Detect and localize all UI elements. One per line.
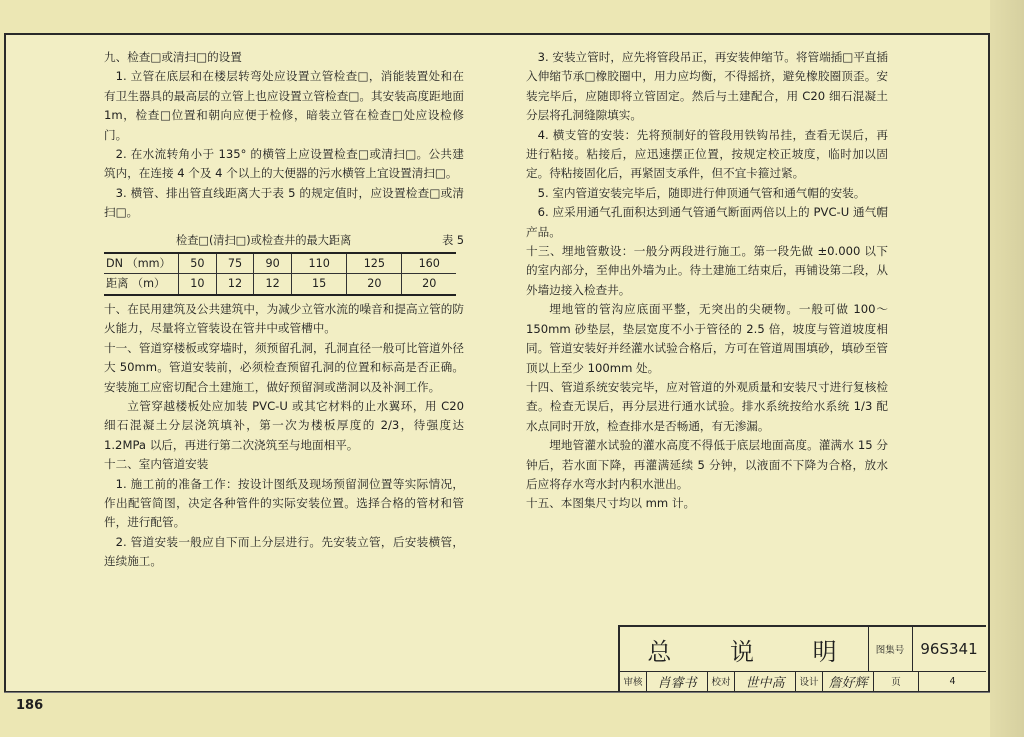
- right-column: [526, 48, 888, 514]
- section-11: 十一、管道穿楼板或穿墙时，须预留孔洞，孔洞直径一般可比管道外径大 50mm。管道安装前，必须检查预留孔洞的位置和标高是否正确。安装施工应密切配合土建施工，做好预留洞或凿洞以及补洞工作。: [104, 340, 464, 394]
- table-cell: 20: [402, 274, 456, 295]
- section-12-item-3: 3. 安装立管时，应先将管段吊正，再安装伸缩节。将管端插□平直插入伸缩节承□橡胶圈中，用力应均衡，不得摇挤，避免橡胶圈顶歪。安装完毕后，应随即将立管固定。然后与土建配合，用 C20 细石混凝土分层将孔洞缝隙填实。: [526, 50, 888, 123]
- table-cell: 160: [402, 253, 456, 274]
- page-number: 186: [16, 698, 44, 713]
- table-row: [104, 274, 456, 295]
- check-signature: 世中高: [735, 671, 796, 691]
- signature-row: [620, 671, 986, 691]
- section-9-heading: 九、检查□或清扫□的设置: [104, 50, 242, 64]
- atlas-number: 96S341: [912, 627, 986, 672]
- section-12-item-4: 4. 横支管的安装：先将预制好的管段用铁钩吊挂，查看无误后，再进行粘接。粘接后，应迅速摆正位置，按规定校正坡度，临时加以固定。待粘接固化后，再紧固支承件，但不宜卡箍过紧。: [526, 127, 888, 181]
- table-cell: 15: [292, 274, 347, 295]
- title-block: [618, 625, 986, 691]
- table-title: 检查□(清扫□)或检查井的最大距离: [176, 233, 352, 247]
- atlas-number-label: 图集号: [868, 627, 913, 672]
- section-9-item-2: 2. 在水流转角小于 135° 的横管上应设置检查□或清扫□。公共建筑内，在连接 4 个及 4 个以上的大便器的污水横管上宜设置清扫□。: [104, 147, 464, 181]
- section-9-item-3: 3. 横管、排出管直线距离大于表 5 的规定值时，应设置检查□或清扫□。: [104, 185, 464, 220]
- page-label: 页: [874, 671, 919, 691]
- section-12-item-6: 6. 应采用通气孔面积达到通气管通气断面两倍以上的 PVC-U 通气帽产品。: [526, 205, 888, 239]
- design-signature: 詹好辉: [823, 671, 874, 691]
- page-value: 4: [949, 675, 956, 687]
- review-label: 审核: [620, 671, 647, 691]
- title-char: 总: [647, 637, 676, 666]
- table-cell: 10: [179, 274, 217, 295]
- left-column: [104, 48, 464, 572]
- table-cell: 距离 （m）: [104, 274, 179, 295]
- review-signature: 肖睿书: [647, 671, 708, 691]
- table-cell: 125: [347, 253, 402, 274]
- section-12-item-5: 5. 室内管道安装完毕后，随即进行伸顶通气管和通气帽的安装。: [537, 185, 866, 200]
- table-cell: 90: [254, 253, 292, 274]
- section-12-item-1: 1. 施工前的准备工作：按设计图纸及现场预留洞位置等实际情况，作出配管简图，决定各种管件的实际安装位置。选择合格的管材和管件，进行配管。: [104, 476, 464, 530]
- max-distance-table: [104, 252, 456, 296]
- table-cell: 50: [179, 253, 217, 274]
- section-13-note: 埋地管的管沟应底面平整，无突出的尖硬物。一般可做 100～150mm 砂垫层，垫层宽度不小于管径的 2.5 倍，坡度与管道坡度相同。管道安装好并经灌水试验合格后，方可在管道周围填砂，填砂至管顶以上至少 100mm 处。: [526, 302, 888, 375]
- bottom-rule: [4, 692, 990, 693]
- page-edge: [990, 0, 1024, 737]
- section-12-heading: 十二、室内管道安装: [104, 457, 209, 472]
- drawing-title: [620, 627, 869, 672]
- section-13: 十三、埋地管敷设：一般分两段进行施工。第一段先做 ±0.000 以下的室内部分，至伸出外墙为止。待土建施工结束后，再铺设第二段，从外墙边接入检查井。: [526, 244, 888, 297]
- table-cell: 12: [254, 274, 292, 295]
- check-label: 校对: [708, 671, 735, 691]
- section-14: 十四、管道系统安装完毕，应对管道的外观质量和安装尺寸进行复核检查。检查无误后，再分层进行通水试验。排水系统按给水系统 1/3 配水点同时开放，检查排水是否畅通，有无渗漏。: [526, 379, 888, 433]
- section-14-note: 埋地管灌水试验的灌水高度不得低于底层地面高度。灌满水 15 分钟后，若水面下降，再灌满延续 5 分钟，以液面不下降为合格，放水后应将存水弯水封内积水泄出。: [526, 438, 888, 491]
- section-15: 十五、本图集尺寸均以 mm 计。: [526, 496, 696, 511]
- table-cell: 75: [216, 253, 254, 274]
- section-12-item-2: 2. 管道安装一般应自下而上分层进行。先安装立管，后安装横管，连续施工。: [104, 534, 464, 569]
- table-row: [104, 253, 456, 274]
- title-char: 说: [729, 637, 758, 666]
- section-9-item-1: 1. 立管在底层和在楼层转弯处应设置立管检查□，消能装置处和在有卫生器具的最高层的立管上也应设置立管检查□。其安装高度距地面 1m，检查□位置和朝向应便于检修，暗装立管在检查□处应设检修门。: [104, 69, 464, 142]
- table-caption: [104, 231, 464, 250]
- section-11-note: 立管穿越楼板处应加装 PVC-U 或其它材料的止水翼环，用 C20 细石混凝土分层浇筑填补，第一次为楼板厚度的 2/3，待强度达 1.2MPa 以后，再进行第二次浇筑至与地面相平。: [104, 398, 464, 452]
- design-label: 设计: [796, 671, 823, 691]
- table-cell: 12: [216, 274, 254, 295]
- table-cell: DN （mm）: [104, 253, 179, 274]
- table-number: 表 5: [442, 233, 464, 247]
- table-cell: 110: [292, 253, 347, 274]
- table-cell: 20: [347, 274, 402, 295]
- section-10: 十、在民用建筑及公共建筑中，为减少立管水流的噪音和提高立管的防火能力，尽量将立管装设在管井中或管槽中。: [104, 301, 464, 336]
- title-char: 明: [812, 637, 841, 666]
